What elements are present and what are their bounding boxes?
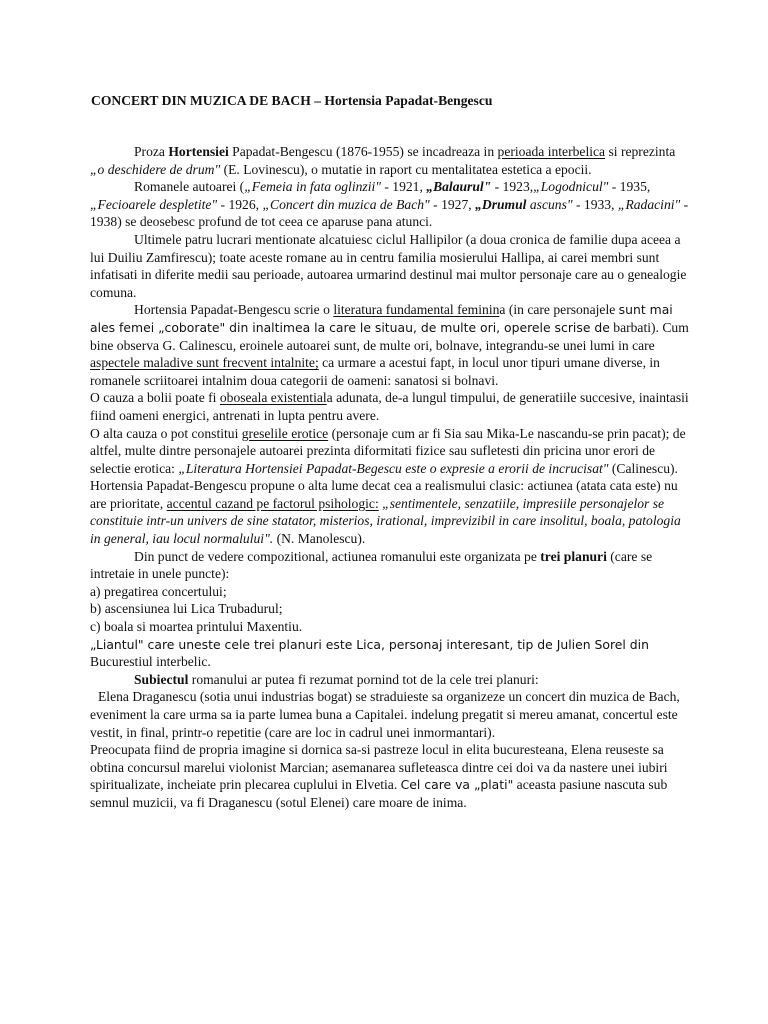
text: O cauza a bolii poate fi	[90, 390, 220, 406]
novel-title: „Fecioarele despletite"	[90, 196, 218, 212]
text: ca urmare a acestui fapt, in locul unor tipuri umane diverse, in romanele scriitoarei intalnim doua categorii de oameni: sanatosi si bolnavi.	[90, 355, 660, 388]
text: - 1927,	[429, 196, 476, 212]
paragraph-composition	[90, 548, 690, 583]
paragraph-marcian	[90, 741, 690, 811]
paragraph-feminine-literature	[90, 301, 690, 389]
text: Bucurestiul interbelic.	[90, 654, 211, 670]
list-item: c) boala si moartea printului Maxentiu.	[90, 619, 303, 635]
underlined-phrase: aspectele maladive sunt frecvent intalnite;	[90, 355, 319, 371]
text: O alta cauza o pot constitui	[90, 425, 242, 441]
text: - 1921,	[380, 179, 427, 195]
text: - 1926,	[217, 196, 263, 212]
paragraph-intro	[90, 143, 690, 178]
underlined-phrase: accentul cazand pe factorul psihologic:	[166, 495, 379, 511]
text: (care se intretaie in unele puncte):	[90, 548, 653, 582]
underlined-phrase: greselile erotice	[241, 425, 329, 441]
paragraph-hallipa-cycle: Ultimele patru lucrari mentionate alcatuiesc ciclul Hallipilor (a doua cronica de familie dupa aceea a lui Duiliu Zamfirescu); toate aceste romane au in centru familia mosierului Hallipa, ai carei membri sunt infatisati in diferite medii sau perioade, autoarea urmarind destinul mai multor personaje care au o genealogie comuna.	[90, 231, 687, 300]
text: a adunata, de-a lungul timpului, de generatiile succesive, inaintasii fiind oameni energici, antrenati in lupta pentru avere.	[90, 390, 689, 423]
quote: „Literatura Hortensiei Papadat-Begescu este o expresie a erorii de incrucisat"	[178, 460, 609, 476]
paragraph-erotic-errors	[90, 425, 690, 548]
author-name: Hortensiei	[168, 144, 229, 159]
text: a (in care personajele	[499, 302, 619, 318]
text: Preocupata fiind de propria imagine si dornica sa-si pastreze locul in elita bucuresteana, Elena reuseste sa obtina concursul marelui violonist Marcian; asemanarea sufleteasca dintre cei doi va da nastere unei iubiri spiritualizate, incheiate prin plecarea cuplului in Elvetia.	[90, 742, 668, 793]
text: - 1935,	[608, 179, 651, 195]
paragraph-elena: Elena Draganescu (sotia unui industrias bogat) se straduieste sa organizeze un concert din muzica de Bach, eveniment la care urma sa ia parte lumea buna a Capitalei. indelung pregatit si mereu amanat, concertul este vestit, in final, printr-o repetitie (care are loc in cadrul unei inmormantari).	[90, 689, 680, 740]
text: - 1938) se deosebesc profund de tot ceea ce aparuse pana atunci.	[90, 196, 689, 230]
list-item: b) ascensiunea lui Lica Trubadurul;	[90, 601, 283, 617]
bold-phrase: trei planuri	[540, 548, 607, 564]
text: Proza	[134, 144, 169, 159]
text: si reprezinta	[605, 144, 676, 159]
text: Hortensia Papadat-Bengescu scrie o	[134, 302, 334, 318]
text: Cel care va „plati"	[400, 777, 514, 793]
quote: „o deschidere de drum"	[90, 161, 221, 177]
novel-title: „Balaurul"	[426, 179, 492, 195]
novel-title: „Femeia in fata oglinzii"	[244, 179, 381, 195]
novel-title: „Concert din muzica de Bach"	[262, 196, 430, 212]
novel-title: ascuns"	[526, 196, 573, 212]
text: Romanele autoarei (	[134, 179, 245, 195]
text: - 1933,	[572, 196, 618, 212]
paragraph-liant	[90, 636, 690, 671]
document-title: CONCERT DIN MUZICA DE BACH – Hortensia Papadat-Bengescu	[91, 93, 493, 108]
document-body	[90, 143, 690, 812]
text: (Calinescu). Hortensia Papadat-Bengescu propune o alta lume decat cea a realismului clasic: actiunea (atata cata este) nu are prioritate,	[90, 460, 678, 511]
text: aceasta pasiune nascuta sub semnul muzicii, va fi Draganescu (sotul Elenei) care moare de inima.	[90, 777, 668, 810]
list-item: a) pregatirea concertului;	[90, 583, 227, 599]
underlined-phrase: perioada interbelica	[497, 144, 606, 159]
paragraph-subject	[90, 671, 690, 689]
text: „Liantul" care uneste cele trei planuri este Lica, personaj interesant, tip de Julien Sorel din	[90, 636, 649, 652]
text: barbati). Cum bine observa G. Calinescu, eroinele autoarei sunt, de multe ori, bolnave, integrandu-se unei lumi in care	[90, 319, 689, 353]
paragraph-illness-cause	[90, 389, 690, 424]
text: - 1923,	[491, 179, 534, 195]
paragraph-novels	[90, 178, 690, 231]
text: (personaje cum ar fi Sia sau Mika-Le nascandu-se prin pacat); de altfel, multe dintre personajele autoarei prezinta diformitati fizice sau sufletesti din pricina unor erori de selectie erotica:	[90, 425, 686, 476]
text: romanului ar putea fi rezumat pornind tot de la cele trei planuri:	[188, 671, 539, 687]
text: (N. Manolescu).	[273, 531, 366, 547]
underlined-phrase: literatura fundamental feminin	[333, 302, 500, 318]
bold-phrase: Subiectul	[134, 671, 189, 687]
novel-title: „Radacini"	[617, 196, 681, 212]
novel-title: „Drumul	[475, 196, 527, 212]
text: Papadat-Bengescu (1876-1955) se incadreaza in	[228, 144, 498, 159]
quote: „sentimentele, senzatiile, impresiile personajelor se constituie intr-un univers de sine statator, misterios, irational, imprevizibil in care insolitul, boala, patologia in general, iau locul normalului".	[90, 495, 681, 547]
novel-title: „Logodnicul"	[533, 179, 609, 195]
text: sunt mai ales femei „coborate" din inaltimea la care le situau, de multe ori, operele scrise de	[90, 302, 673, 335]
text: (E. Lovinescu), o mutatie in raport cu mentalitatea estetica a epocii.	[220, 161, 592, 177]
text: Din punct de vedere compozitional, actiunea romanului este organizata pe	[134, 548, 541, 564]
underlined-phrase: oboseala existential	[219, 390, 327, 406]
